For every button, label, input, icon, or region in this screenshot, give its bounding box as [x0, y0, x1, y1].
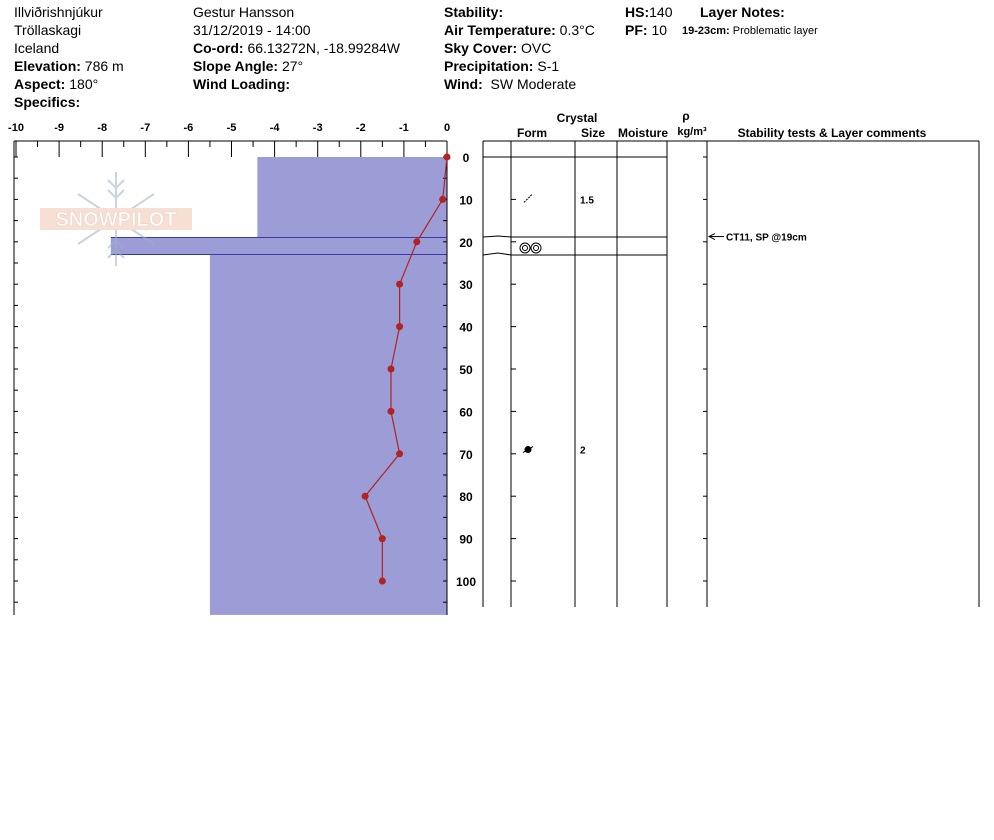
- col-crystal: Crystal: [556, 111, 598, 125]
- coord-row: Co-ord: 66.13272N, -18.99284W: [193, 40, 400, 56]
- depth-tick-label: 90: [459, 532, 473, 547]
- slope-value: 27°: [281, 58, 304, 74]
- x-tick-label: -6: [183, 122, 194, 134]
- layer-connector: [483, 253, 511, 255]
- crystal-icon: [523, 246, 528, 251]
- depth-tick-label: 40: [459, 320, 473, 335]
- layer-note-text: Problematic layer: [732, 25, 818, 37]
- layer-connector: [483, 236, 511, 237]
- col-rho: ρ: [682, 109, 690, 123]
- x-tick-label: -4: [269, 122, 280, 134]
- layer-table-grid: [483, 141, 979, 607]
- x-tick-label: -7: [140, 122, 151, 134]
- x-tick-label: -9: [54, 122, 64, 134]
- precip-row: Precipitation: S-1: [444, 58, 560, 74]
- sky-row: Sky Cover: OVC: [444, 40, 552, 56]
- depth-tick-label: 0: [462, 151, 470, 165]
- layer-table: [517, 109, 927, 140]
- aspect-value: 180°: [69, 76, 99, 92]
- temperature-point: [444, 154, 451, 161]
- depth-tick-label: 80: [459, 490, 473, 505]
- depth-tick-label: 70: [459, 447, 473, 462]
- x-tick-labels: [8, 122, 450, 134]
- depth-tick-label: 60: [459, 405, 473, 420]
- depth-tick-labels: [456, 151, 476, 589]
- aspect-row: Aspect: 180°: [14, 76, 99, 92]
- temperature-point: [362, 493, 369, 500]
- crystal-icon: [531, 243, 541, 253]
- hardness-layer-1: [111, 238, 447, 255]
- depth-tick-label: 20: [459, 235, 473, 250]
- col-form: Form: [517, 126, 547, 140]
- stability-test-label: CT11, SP @19cm: [726, 232, 807, 244]
- depth-tick-label: 30: [459, 278, 473, 293]
- x-tick-label: -8: [97, 122, 108, 134]
- temperature-point: [396, 281, 403, 288]
- air-temp-value: 0.3°C: [559, 22, 595, 38]
- observer-name: Gestur Hansson: [193, 4, 295, 20]
- air-temp-row: Air Temperature: 0.3°C: [444, 22, 595, 38]
- temperature-point: [413, 238, 420, 245]
- observation-datetime: 31/12/2019 - 14:00: [193, 22, 311, 38]
- stability-row: Stability:: [444, 4, 504, 20]
- wind-value: SW Moderate: [490, 76, 577, 92]
- x-tick-label: -10: [8, 122, 24, 134]
- x-tick-label: -1: [399, 122, 409, 134]
- wind-loading-row: Wind Loading:: [193, 76, 291, 92]
- depth-tick-label: 10: [459, 193, 473, 208]
- location-name: Illviðrishnjúkur: [14, 4, 103, 20]
- coord-value: 66.13272N, -18.99284W: [247, 40, 400, 56]
- specifics-row: Specifics:: [14, 94, 81, 110]
- temperature-point: [396, 450, 403, 457]
- region-name: Tröllaskagi: [14, 22, 82, 38]
- col-stability-comments: Stability tests & Layer comments: [737, 126, 927, 140]
- x-tick-label: -5: [226, 122, 237, 134]
- temperature-point: [387, 366, 394, 373]
- slope-row: Slope Angle: 27°: [193, 58, 304, 74]
- col-size: Size: [580, 126, 606, 140]
- country-name: Iceland: [14, 40, 60, 56]
- decomposing-icon: [524, 194, 532, 202]
- pf-value: 10: [651, 22, 668, 38]
- layer-note-range: 19-23cm:: [682, 25, 730, 37]
- temperature-point: [439, 196, 446, 203]
- wind-row: Wind: SW Moderate: [444, 76, 577, 92]
- sky-value: OVC: [521, 40, 552, 56]
- col-moisture: Moisture: [617, 126, 669, 140]
- pf-row: PF: 10: [625, 22, 668, 38]
- crystal-size-label: 1.5: [580, 195, 594, 207]
- crystal-icon: [534, 246, 539, 251]
- x-tick-label: -2: [355, 122, 366, 134]
- hs-row: HS:140: [625, 4, 673, 20]
- elevation-value: 786 m: [84, 58, 124, 74]
- crystal-icon: [520, 243, 530, 253]
- temperature-point: [396, 323, 403, 330]
- depth-tick-label: 100: [455, 575, 477, 589]
- layer-notes-title: Layer Notes:: [700, 4, 785, 20]
- crystal-size-label: 2: [580, 445, 586, 457]
- hardness-layer-0: [257, 157, 447, 238]
- col-density-unit: kg/m³: [677, 126, 707, 138]
- hardness-layer-2: [210, 255, 447, 615]
- elevation-row: Elevation: 786 m: [14, 58, 124, 74]
- temperature-point: [379, 578, 386, 585]
- logo-text: SNOWPILOT: [55, 209, 177, 231]
- hs-value: 140: [649, 4, 673, 20]
- precip-value: S-1: [537, 58, 560, 74]
- temperature-point: [387, 408, 394, 415]
- temperature-point: [379, 535, 386, 542]
- x-tick-label: 0: [443, 122, 451, 134]
- x-tick-label: -3: [312, 122, 323, 134]
- depth-tick-label: 50: [459, 363, 473, 377]
